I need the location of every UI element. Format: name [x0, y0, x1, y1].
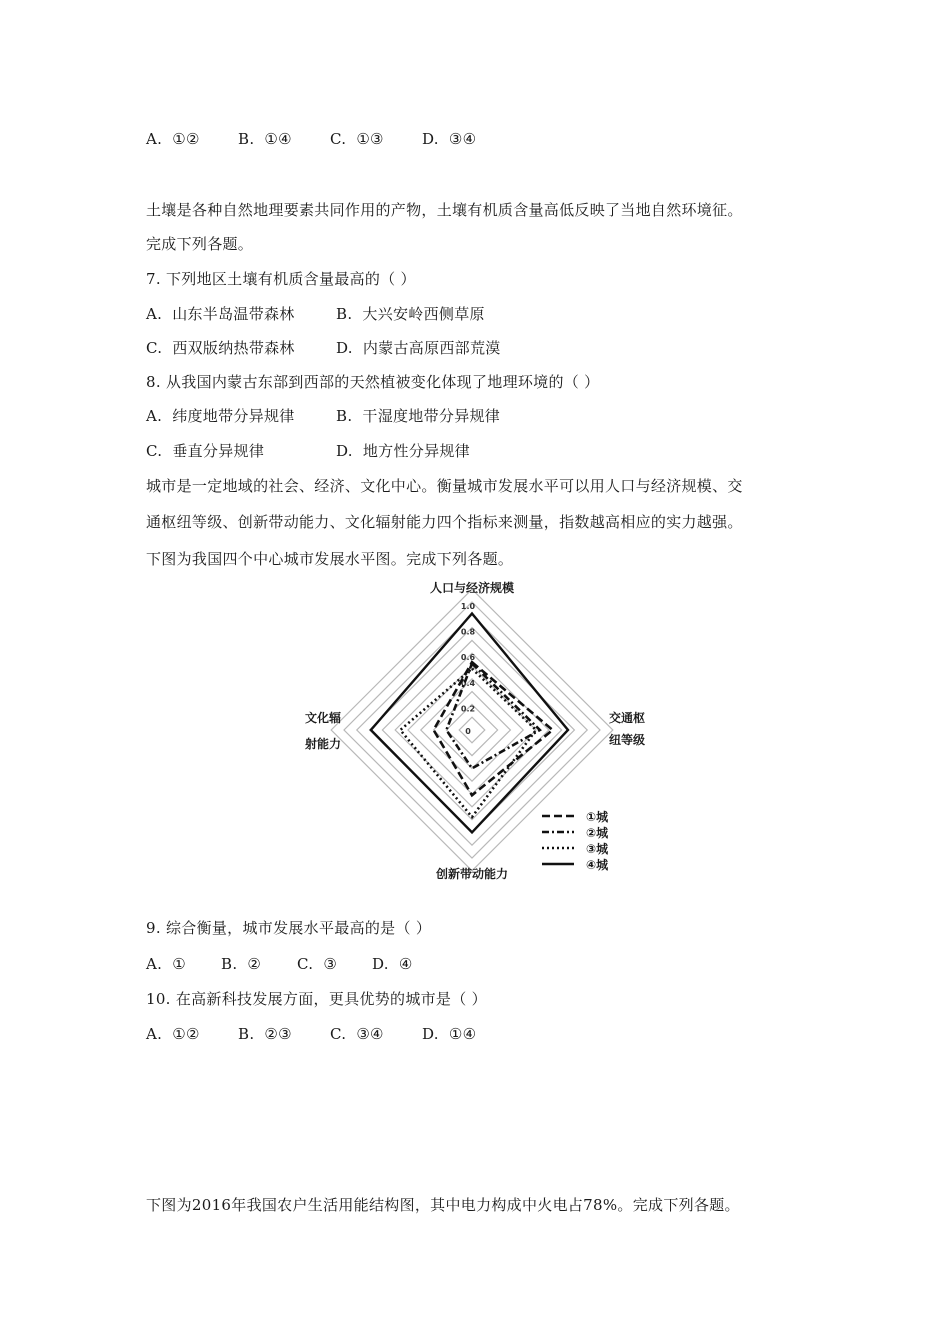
q10-option-a: A. ①②: [146, 1025, 200, 1043]
tick-label: 0.4: [460, 678, 476, 688]
q6-options: [146, 129, 476, 149]
q9-option-b: B. ②: [221, 955, 262, 973]
q8-options-row1: [146, 406, 500, 426]
q8-option-b: B. 干湿度地带分异规律: [336, 407, 501, 425]
q8-stem: 8. 从我国内蒙古东部到西部的天然植被变化体现了地理环境的（ ）: [146, 373, 600, 391]
q10-option-d: D. ①④: [422, 1025, 477, 1043]
q10-option-b: B. ②③: [238, 1025, 292, 1043]
legend-label: ②城: [586, 826, 609, 840]
grid-ring: [434, 692, 511, 769]
grid-ring: [459, 717, 485, 743]
axis-label-bottom: 创新带动能力: [435, 867, 509, 881]
q10-option-c: C. ③④: [330, 1025, 384, 1043]
q7-option-c: C. 西双版纳热带森林: [146, 339, 295, 357]
q9-options: [146, 954, 413, 974]
q9-option-d: D. ④: [372, 955, 413, 973]
city-intro-line1: 城市是一定地域的社会、经济、文化中心。衡量城市发展水平可以用人口与经济规模、交: [146, 477, 743, 495]
tick-label: 0.2: [460, 704, 476, 714]
q6-option-b: B. ①④: [238, 130, 292, 148]
q7-options-row2: [146, 338, 501, 358]
axis-label-left-1: 文化辐: [304, 711, 342, 725]
q7-option-a: A. 山东半岛温带森林: [146, 305, 295, 323]
q8-option-d: D. 地方性分异规律: [336, 442, 470, 460]
q8-option-a: A. 纬度地带分异规律: [146, 407, 295, 425]
q6-option-c: C. ①③: [330, 130, 384, 148]
q9-option-a: A. ①: [146, 955, 186, 973]
q6-option-d: D. ③④: [422, 130, 477, 148]
legend-label: ③城: [586, 842, 609, 856]
q9-stem: 9. 综合衡量，城市发展水平最高的是（ ）: [146, 919, 432, 937]
q7-options-row1: [146, 304, 485, 324]
chart-legend: [542, 810, 609, 872]
q7-stem: 7. 下列地区土壤有机质含量最高的（ ）: [146, 270, 416, 288]
tick-label: 0: [465, 727, 471, 736]
tick-label: 1.0: [460, 602, 476, 611]
tick-label: 0.6: [460, 653, 476, 663]
q9-option-c: C. ③: [297, 955, 338, 973]
q8-options-row2: [146, 441, 470, 461]
legend-label: ①城: [586, 810, 609, 824]
axis-label-top: 人口与经济规模: [429, 581, 515, 595]
q8-option-c: C. 垂直分异规律: [146, 442, 265, 460]
axis-label-left-2: 射能力: [304, 737, 342, 751]
city-development-radar-chart: [290, 578, 650, 888]
city-intro-line3: 下图为我国四个中心城市发展水平图。完成下列各题。: [146, 550, 514, 568]
q10-options: [146, 1024, 476, 1044]
legend-label: ④城: [586, 858, 609, 872]
city-intro-line2: 通枢纽等级、创新带动能力、文化辐射能力四个指标来测量，指数越高相应的实力越强。: [146, 513, 743, 531]
q7-option-b: B. 大兴安岭西侧草原: [336, 305, 485, 323]
q10-stem: 10. 在高新科技发展方面，更具优势的城市是（ ）: [146, 990, 487, 1008]
soil-intro-line2: 完成下列各题。: [146, 235, 254, 253]
q7-option-d: D. 内蒙古高原西部荒漠: [336, 339, 501, 357]
energy-intro-line1: 下图为2016年我国农户生活用能结构图，其中电力构成中火电占78%。完成下列各题。: [146, 1196, 740, 1214]
tick-label: 0.8: [460, 627, 476, 637]
soil-intro-line1: 土壤是各种自然地理要素共同作用的产物，土壤有机质含量高低反映了当地自然环境征。: [146, 201, 743, 219]
axis-label-right-1: 交通枢: [608, 711, 646, 725]
grid-ring: [357, 615, 587, 845]
q6-option-a: A. ①②: [146, 130, 200, 148]
axis-label-right-2: 纽等级: [608, 733, 646, 747]
